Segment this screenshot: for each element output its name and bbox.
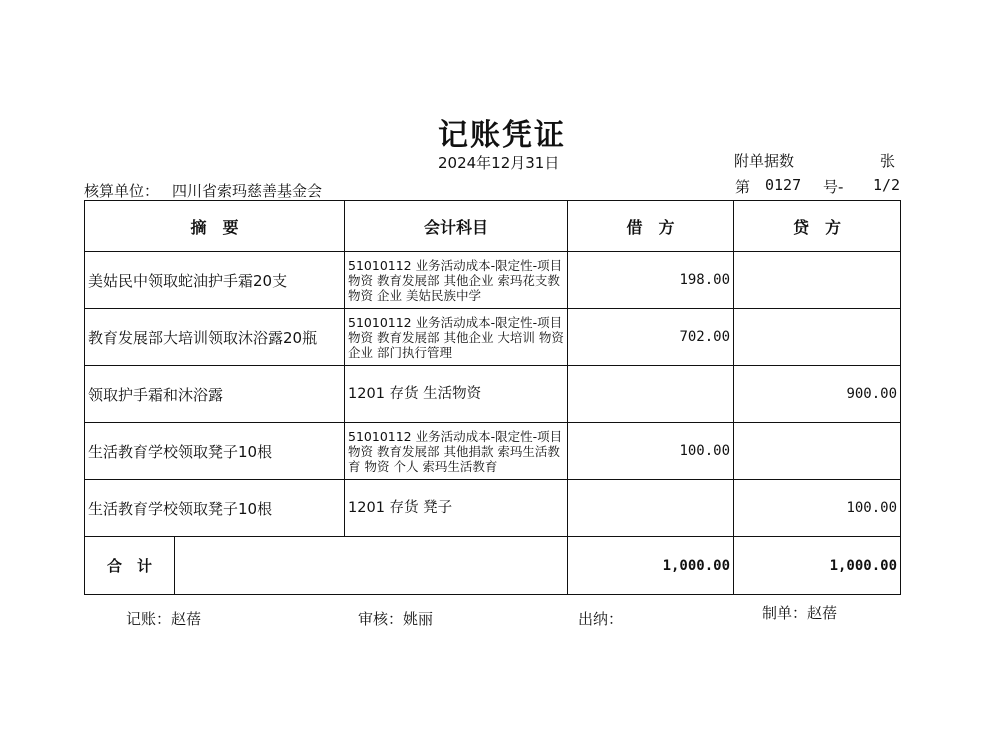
row-subject: 1201 存货 凳子 xyxy=(345,480,568,537)
row-debit: 198.00 xyxy=(568,252,734,309)
row-summary: 领取护手霜和沐浴露 xyxy=(85,366,345,423)
table-row xyxy=(85,480,901,537)
voucher-table xyxy=(84,200,901,595)
page-number: 1/2 xyxy=(873,176,901,194)
table-row xyxy=(85,309,901,366)
total-credit: 1,000.00 xyxy=(734,537,901,595)
voucher-no-label: 第 xyxy=(735,178,751,196)
total-debit: 1,000.00 xyxy=(568,537,734,595)
voucher-number: 0127 xyxy=(765,176,802,194)
header-row xyxy=(85,201,901,252)
row-subject: 1201 存货 生活物资 xyxy=(345,366,568,423)
row-subject: 51010112 业务活动成本-限定性-项目物资 教育发展部 其他捐款 索玛生活教育 物资 个人 索玛生活教育 xyxy=(345,423,568,480)
bookkeeper-signature: 记账：赵蓓 xyxy=(126,610,202,628)
column-header-summary: 摘 要 xyxy=(85,201,345,252)
total-row xyxy=(85,537,901,595)
voucher-no-suffix: 号- xyxy=(823,178,844,196)
column-header-subject: 会计科目 xyxy=(345,201,568,252)
row-credit: 900.00 xyxy=(734,366,901,423)
row-debit xyxy=(568,366,734,423)
column-header-credit: 贷 方 xyxy=(734,201,901,252)
table-row xyxy=(85,423,901,480)
attachments-unit: 张 xyxy=(880,152,896,170)
table-row xyxy=(85,366,901,423)
row-debit: 100.00 xyxy=(568,423,734,480)
row-summary: 美姑民中领取蛇油护手霜20支 xyxy=(85,252,345,309)
attachments-label: 附单据数 xyxy=(734,152,795,170)
column-header-debit: 借 方 xyxy=(568,201,734,252)
row-credit xyxy=(734,309,901,366)
voucher-date: 2024年12月31日 xyxy=(438,154,560,172)
row-debit: 702.00 xyxy=(568,309,734,366)
row-subject: 51010112 业务活动成本-限定性-项目物资 教育发展部 其他企业 大培训 物资 企业 部门执行管理 xyxy=(345,309,568,366)
row-debit xyxy=(568,480,734,537)
row-credit xyxy=(734,423,901,480)
row-summary: 教育发展部大培训领取沐浴露20瓶 xyxy=(85,309,345,366)
total-label: 合 计 xyxy=(85,537,175,595)
row-summary: 生活教育学校领取凳子10根 xyxy=(85,423,345,480)
row-credit xyxy=(734,252,901,309)
row-credit: 100.00 xyxy=(734,480,901,537)
cashier-signature: 出纳： xyxy=(578,610,624,628)
row-summary: 生活教育学校领取凳子10根 xyxy=(85,480,345,537)
table-row xyxy=(85,252,901,309)
total-blank xyxy=(175,537,568,595)
voucher-title: 记账凭证 xyxy=(438,118,566,153)
accounting-unit-value: 四川省索玛慈善基金会 xyxy=(172,182,323,200)
accounting-unit-label: 核算单位： xyxy=(84,182,160,200)
auditor-signature: 审核：姚丽 xyxy=(358,610,434,628)
row-subject: 51010112 业务活动成本-限定性-项目物资 教育发展部 其他企业 索玛花支教 物资 企业 美姑民族中学 xyxy=(345,252,568,309)
preparer-signature: 制单：赵蓓 xyxy=(762,604,838,622)
